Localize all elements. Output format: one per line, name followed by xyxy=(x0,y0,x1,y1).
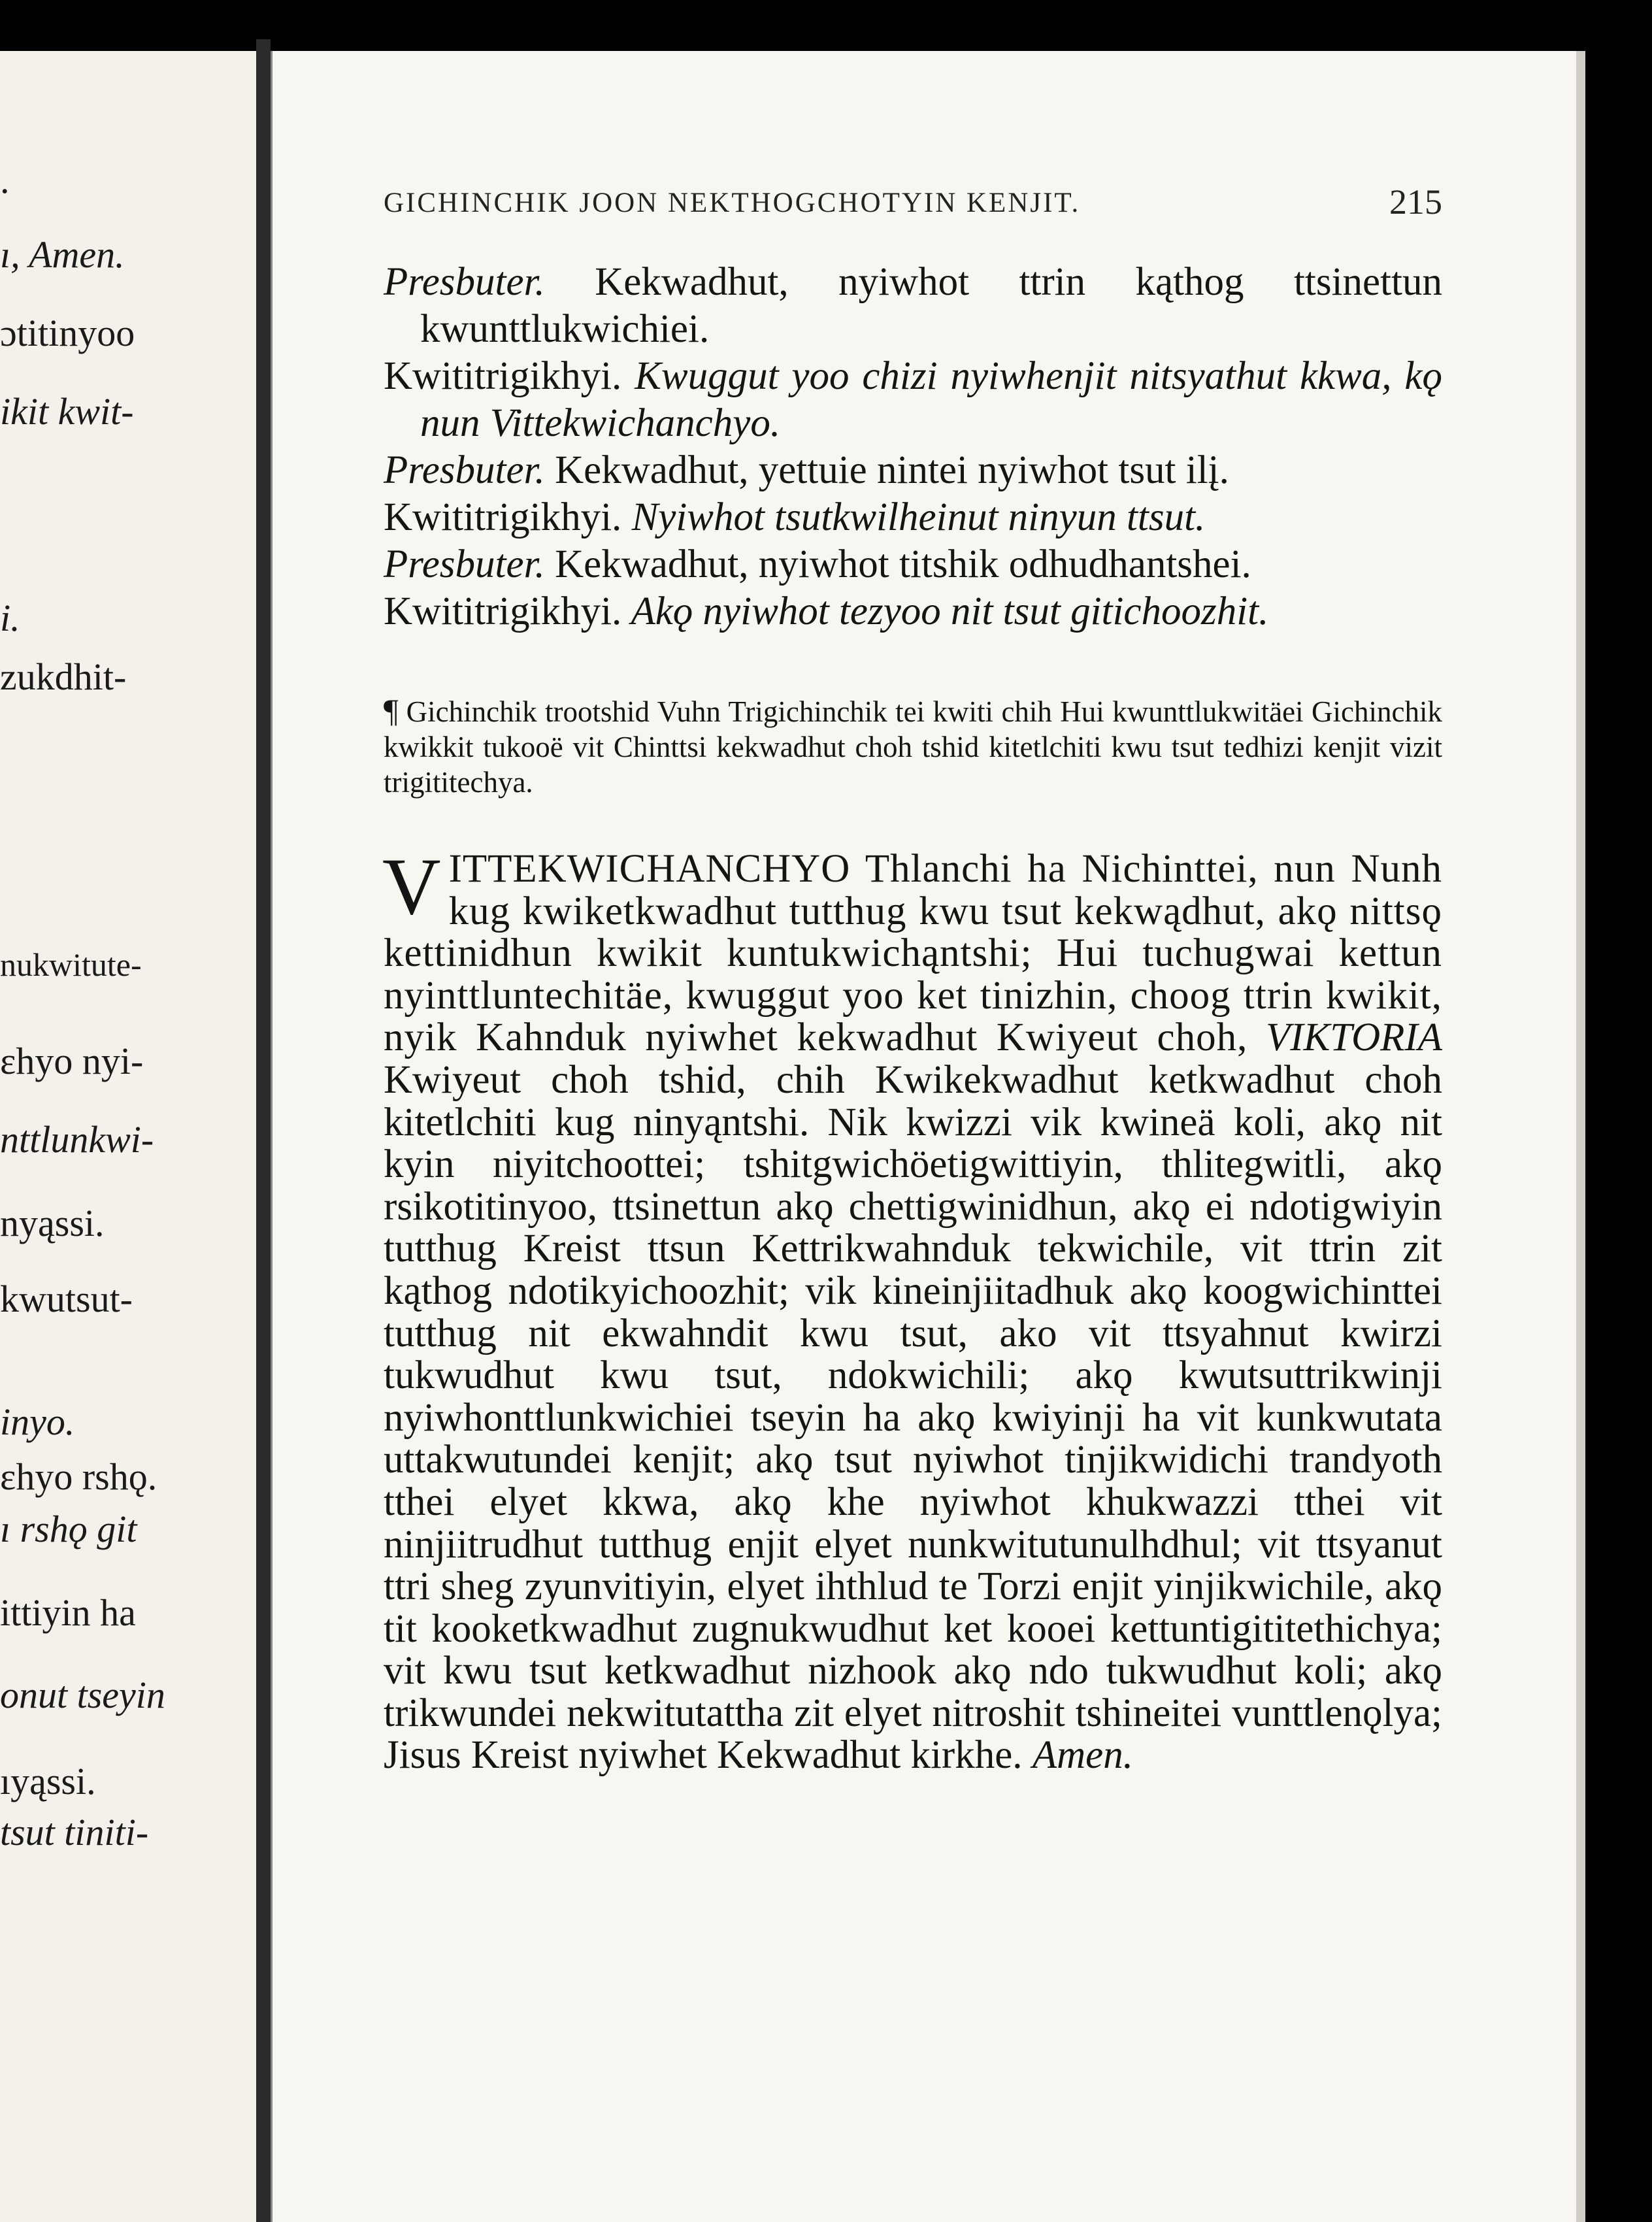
litany-responses xyxy=(384,259,1442,635)
drop-cap: V xyxy=(382,842,441,931)
rubric-text: Gichinchik trootshid Vuhn Trigichinchik tei kwiti chih Hui kwunttlukwitäei Gichinchik kwikkit tukooë vit Chinttsi kekwadhut choh tshid kitetlchiti kwu tsut tedhizi kenjit vizit trigititechya. xyxy=(384,695,1442,799)
rubric xyxy=(384,693,1442,800)
left-page-fragment: zukdhit- xyxy=(0,655,127,698)
queen-name: VIKTORIA xyxy=(1266,1016,1443,1060)
left-page-fragment: ɛhyo nyi- xyxy=(0,1040,144,1082)
response-text: Nyiwhot tsutkwilheinut ninyun ttsut. xyxy=(621,495,1206,539)
prayer-opening: ITTEKWICHANCHYO Thlanchi ha Nichinttei, nun Nunh kug kwiketkwadhut tutthug kwu tsut kekwądhut, akǫ nittsǫ kettinidhun kwikit kuntukwichąntshi; Hui tuchugwai kettun nyinttluntechitäe, kwuggut yoo ket tinizhin, choog ttrin kwikit, nyik Kahnduk nyiwhet kekwadhut Kwiyeut choh, xyxy=(384,847,1442,1060)
litany-line xyxy=(384,447,1442,494)
speaker-label: Kwititrigikhyi. xyxy=(384,589,622,633)
left-page-fragment: ɔtitinyoo xyxy=(0,312,135,354)
amen: Amen. xyxy=(1032,1733,1133,1778)
pilcrow-icon: ¶ xyxy=(384,692,399,729)
speaker-label: Presbuter. xyxy=(384,448,545,492)
prayer-for-queen xyxy=(382,842,1443,1778)
response-text: Kwuggut yoo chizi nyiwhenjit nitsyathut kkwa, kǫ nun Vittekwichanchyo. xyxy=(420,354,1442,445)
response-text: Kekwadhut, nyiwhot titshik odhudhantshei. xyxy=(544,542,1251,586)
litany-line xyxy=(384,588,1442,635)
left-page-fragment: ıyąssi. xyxy=(0,1760,96,1802)
left-page-fragment: . xyxy=(0,159,10,201)
left-page-fragment: nyąssi. xyxy=(0,1202,105,1244)
response-text: Kekwadhut, nyiwhot ttrin kąthog ttsinettun kwunttlukwichiei. xyxy=(420,260,1442,351)
speaker-label: Kwititrigikhyi. xyxy=(384,495,622,539)
left-page-fragment: inyo. xyxy=(0,1401,75,1443)
response-text: Kekwadhut, yettuie nintei nyiwhot tsut ilį. xyxy=(544,448,1229,492)
speaker-label: Kwititrigikhyi. xyxy=(384,354,622,398)
running-head: GICHINCHIK JOON NEKTHOGCHOTYIN KENJIT. xyxy=(384,188,1081,218)
right-page xyxy=(271,51,1578,2222)
left-page-edge xyxy=(0,51,256,2222)
speaker-label: Presbuter. xyxy=(384,260,545,304)
prayer-body: Kwiyeut choh tshid, chih Kwikekwadhut ketkwadhut choh kitetlchiti kug ninyąntshi. Nik kwizzi vik kwineä koli, akǫ nit kyin niyitchoottei; tshitgwichöetigwittiyin, thlitegwitli, akǫ rsikotitinyoo, ttsinettun akǫ chettigwinidhun, akǫ ei ndotigwiyin tutthug Kreist ttsun Kettrikwahnduk tekwichile, vit ttrin zit kąthog ndotikyichoozhit; vik kineinjiitadhuk akǫ koogwichinttei tutthug nit ekwahndit kwu tsut, ako vit ttsyahnut kwirzi tukwudhut kwu tsut, ndokwichili; akǫ kwutsuttrikwinji nyiwhonttlunkwichiei tseyin ha akǫ kwiyinji ha vit kunkwutata uttakwutundei kenjit; akǫ tsut nyiwhot tinjikwidichi trandyoth tthei elyet kkwa, akǫ khe nyiwhot khukwazzi tthei vit ninjiitrudhut tutthug enjit elyet nunkwitutunulhdhul; vit ttsyanut ttri sheg zyunvitiyin, elyet ihthlud te Torzi enjit yinjikwichile, akǫ tit kooketkwadhut zugnukwudhut ket kooei kettuntigititethichya; vit kwu tsut ketkwadhut nizhook akǫ ndo tukwudhut koli; akǫ trikwundei nekwitutattha zit elyet nitroshit tshineitei vunttlenǫlya; Jisus Kreist nyiwhet Kekwadhut kirkhe. xyxy=(384,1057,1442,1778)
left-page-fragment: i. xyxy=(0,597,20,639)
litany-line xyxy=(384,494,1442,541)
left-page-fragment: ikit kwit- xyxy=(0,390,134,433)
speaker-label: Presbuter. xyxy=(384,542,545,586)
response-text: Akǫ nyiwhot tezyoo nit tsut gitichoozhit. xyxy=(621,589,1269,633)
left-page-fragment: ɛhyo rshǫ. xyxy=(0,1455,157,1498)
litany-line xyxy=(384,541,1442,588)
left-page-fragment: onut tseyin xyxy=(0,1674,165,1716)
left-page-fragment: nukwitute- xyxy=(0,946,142,983)
page-header xyxy=(384,182,1442,233)
left-page-fragment: tsut tiniti- xyxy=(0,1811,149,1853)
page-number: 215 xyxy=(1389,182,1442,222)
page-edge-right xyxy=(1576,51,1585,2222)
left-page-fragment: ı, Amen. xyxy=(0,233,125,276)
book-gutter xyxy=(256,39,271,2222)
prayer-paragraph xyxy=(382,842,1443,1778)
left-page-fragment: kwutsut- xyxy=(0,1278,133,1320)
left-page-fragment: ı rshǫ git xyxy=(0,1508,137,1550)
litany-line xyxy=(384,259,1442,353)
left-page-fragment: ittiyin ha xyxy=(0,1591,136,1634)
left-page-fragment: nttlunkwi- xyxy=(0,1118,154,1161)
litany-line xyxy=(384,353,1442,447)
